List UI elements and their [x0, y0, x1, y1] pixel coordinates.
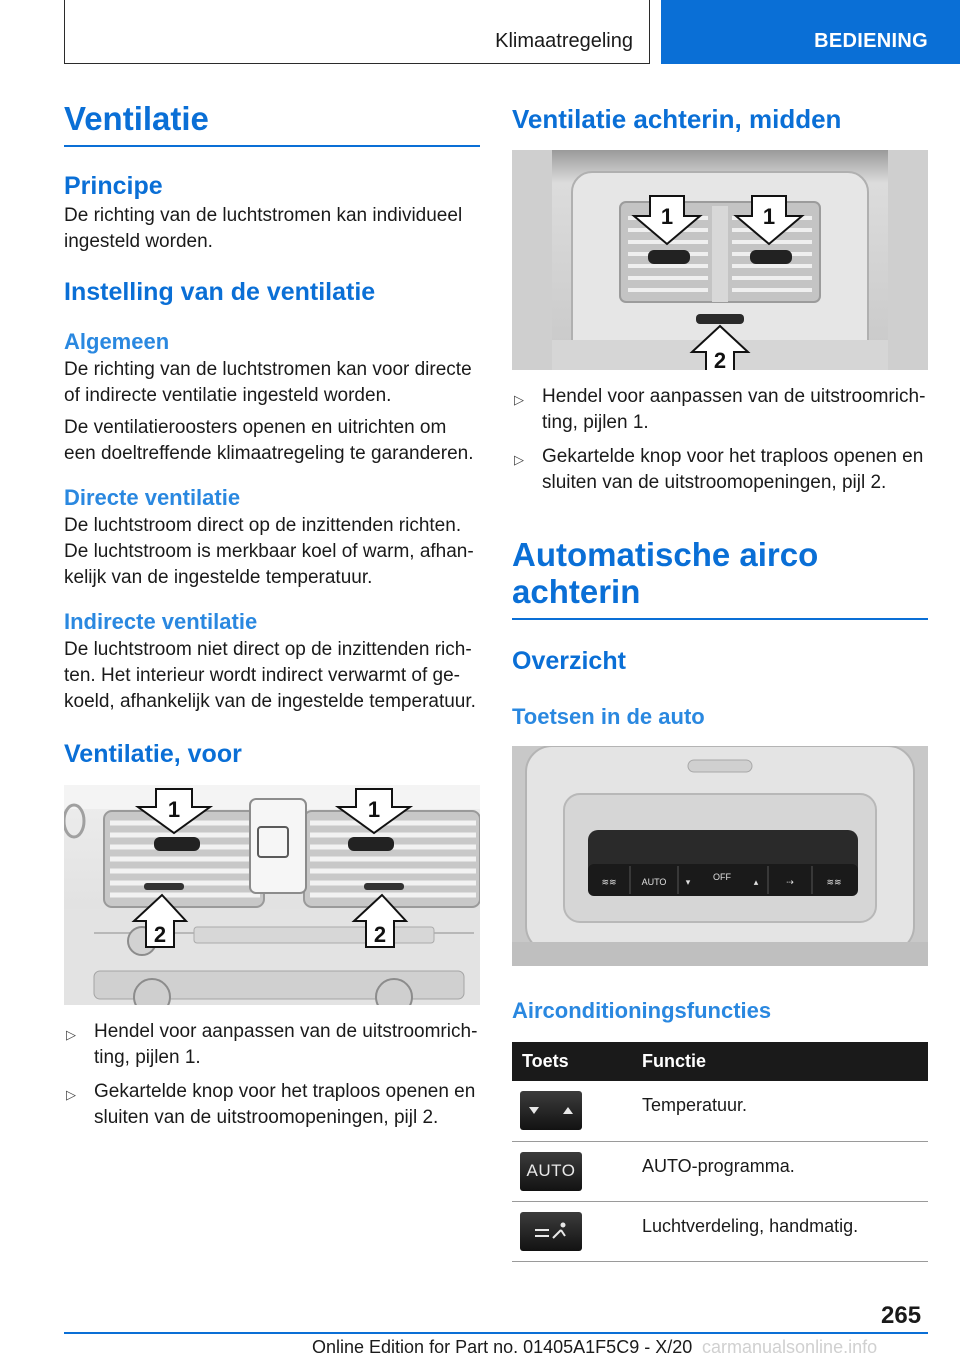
principle-text: De richting van de luchtstromen kan individueel ingesteld worden.	[64, 205, 463, 252]
svg-text:≋≋: ≋≋	[826, 877, 842, 887]
section-tab	[64, 0, 650, 64]
indirect-heading: Indirecte ventilatie	[64, 609, 258, 634]
air-distribution-icon	[520, 1212, 582, 1251]
right-column	[512, 100, 928, 1262]
function-text: AUTO-programma.	[628, 1141, 928, 1201]
panel-off-label: OFF	[713, 872, 731, 882]
section-title: Klimaatregeling	[495, 30, 633, 52]
front-callout-1-left: 1	[167, 797, 181, 822]
panel-auto-label: AUTO	[641, 877, 667, 887]
footer-edition: Online Edition for Part no. 01405A1F5C9 - X/20	[312, 1337, 693, 1357]
svg-text:≋≋: ≋≋	[601, 877, 617, 887]
list-item: ▷ Hendel voor aanpassen van de uitstroomrichting, pijlen 1.	[66, 1021, 478, 1068]
svg-text:⇢: ⇢	[786, 877, 794, 887]
function-text: Temperatuur.	[628, 1081, 928, 1141]
overview-heading: Overzicht	[512, 647, 626, 675]
front-callout-2-left: 2	[153, 922, 167, 947]
indirect-text: De luchtstroom niet direct op de inzittenden richten. Het interieur wordt indirect verwarmt of gekoeld, afhankelijk van de ingestelde temperatuur.	[64, 639, 476, 712]
rear-vents-image	[512, 150, 928, 370]
rear-vent-list	[512, 384, 928, 496]
general-heading: Algemeen	[64, 329, 170, 354]
svg-text:▾: ▾	[685, 877, 691, 887]
temperature-arrows-icon	[520, 1091, 582, 1130]
auto-button-icon: AUTO	[520, 1152, 582, 1191]
bullet-triangle-icon: ▷	[66, 1087, 76, 1102]
rear-callout-1-right: 1	[762, 204, 776, 229]
principle-heading: Principe	[64, 172, 163, 200]
rear-vent-heading: Ventilatie achterin, midden	[512, 104, 842, 134]
bullet-triangle-icon: ▷	[66, 1027, 76, 1042]
bullet-triangle-icon: ▷	[514, 392, 524, 407]
buttons-heading: Toetsen in de auto	[512, 704, 705, 729]
functions-heading: Airconditioningsfuncties	[512, 998, 772, 1023]
rear-callout-1-left: 1	[660, 204, 674, 229]
table-row	[512, 1081, 928, 1141]
front-callout-1-right: 1	[367, 797, 381, 822]
footer-watermark: carmanualsonline.info	[702, 1337, 878, 1357]
list-item: ▷ Gekartelde knop voor het traploos openen en sluiten van de uitstroomopeningen, pijl 2.	[66, 1081, 476, 1128]
auto-airco-title: Automatische airco achterin	[512, 536, 819, 610]
general-text-2: De ventilatieroosters openen en uitrichten om een doeltreffende klimaatregeling te garanderen.	[64, 417, 474, 464]
front-callout-2-right: 2	[373, 922, 387, 947]
title-rule	[64, 145, 480, 147]
left-column	[64, 100, 480, 1131]
front-vent-list	[64, 1019, 480, 1131]
table-row	[512, 1201, 928, 1261]
column-header-key: Toets	[512, 1042, 628, 1081]
chapter-title: BEDIENING	[814, 30, 928, 52]
function-text: Luchtverdeling, handmatig.	[628, 1201, 928, 1261]
auto-title-rule	[512, 618, 928, 620]
bullet-triangle-icon: ▷	[514, 452, 524, 467]
general-text-1: De richting van de luchtstromen kan voor directe of indirecte ventilatie ingesteld worden.	[64, 359, 472, 406]
front-vent-heading: Ventilatie, voor	[64, 740, 242, 768]
table-header-row	[512, 1042, 928, 1081]
front-vents-image	[64, 785, 480, 1005]
rear-climate-panel-image	[512, 746, 928, 966]
direct-text: De luchtstroom direct op de inzittenden richten. De luchtstroom is merkbaar koel of warm, afhankelijk van de ingestelde temperatuur.	[64, 515, 474, 588]
svg-text:▴: ▴	[753, 877, 759, 887]
column-header-function: Functie	[628, 1042, 928, 1081]
page-title: Ventilatie	[64, 100, 209, 137]
list-item: ▷ Hendel voor aanpassen van de uitstroomrichting, pijlen 1.	[514, 386, 926, 433]
setting-heading: Instelling van de ventilatie	[64, 278, 376, 306]
chapter-tab	[661, 0, 960, 64]
functions-table	[512, 1042, 928, 1262]
footer-rule	[64, 1332, 928, 1334]
direct-heading: Directe ventilatie	[64, 485, 241, 510]
table-row	[512, 1141, 928, 1201]
list-item: ▷ Gekartelde knop voor het traploos openen en sluiten van de uitstroomopeningen, pijl 2.	[514, 446, 924, 493]
rear-callout-2: 2	[713, 348, 727, 370]
page-number: 265	[881, 1302, 922, 1329]
